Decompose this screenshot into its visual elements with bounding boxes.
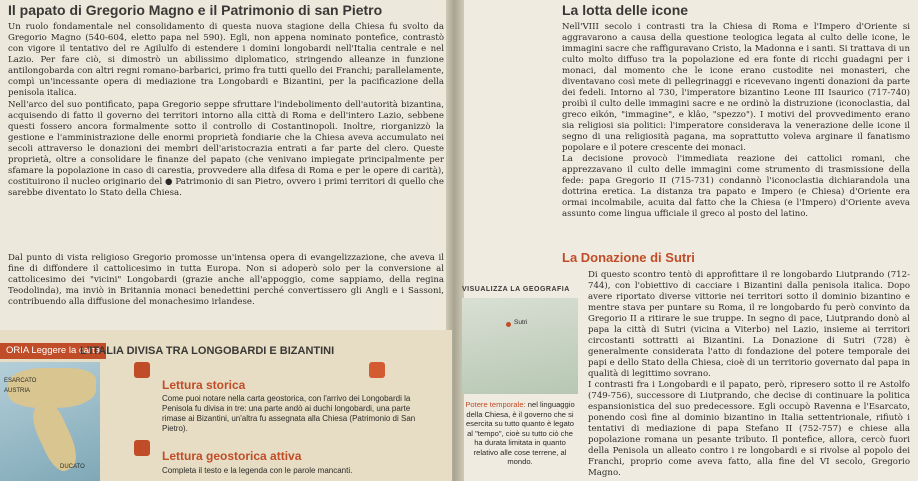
map-label-3: DUCATO <box>60 464 85 470</box>
history-reading-icon <box>134 362 150 378</box>
section-historical-reading-text: Come puoi notare nella carta geostorica, con l'arrivo dei Longobardi la Penisola fu divisa in tre: una parte andò ai duchi longobardi, una parte rimase ai Bizantini, un'altra fu assegnata alla Chiesa (Patrimonio di San Pietro). <box>162 394 416 433</box>
section-historical-reading-title: Lettura storica <box>162 378 246 392</box>
left-page-title: Il papato di Gregorio Magno e il Patrimonio di san Pietro <box>8 2 383 18</box>
left-paragraph-3: Dal punto di vista religioso Gregorio promosse un'intensa opera di evangelizzazione, che aveva il fine di diffondere il cattolicesimo in tutta Europa. Non si adoperò solo per la conversione al cattolicesimo dei "vicini" Longobardi (grazie anche all'appoggio, come sappiamo, della regina Teodolinda), ma inviò in Britannia monaci benedettini perché convertissero gli Angli e i Sassoni, contribuendo alla diffusione del monachesimo irlandese. <box>8 253 444 307</box>
glossary-term: Potere temporale: <box>465 400 526 409</box>
study-box-title: L'ITALIA DIVISA TRA LONGOBARDI E BIZANTINI <box>80 345 335 357</box>
right-page-title: La lotta delle icone <box>562 2 689 18</box>
right-paragraph-2: La decisione provocò l'immediata reazione dei cattolici romani, che apprezzavano il culto delle immagini come strumento di trasmissione della fede: papa Gregorio II (715-731) condannò l'iconoclastia dichiarandola una dottrina eretica. La distanza tra papato e Impero (e Chiesa) d'Oriente era ormai incolmabile, acuita dal fatto che la Chiesa (e l'Impero) d'Oriente aveva assunto come lingua ufficiale il greco al posto del latino. <box>562 154 910 219</box>
map-label-2: AUSTRIA <box>4 388 31 394</box>
italy-map-thumbnail[interactable] <box>0 362 100 481</box>
sutri-locator-map[interactable] <box>462 298 578 394</box>
left-paragraph-2: Nell'arco del suo pontificato, papa Gregorio seppe sfruttare l'indebolimento dell'autorità bizantina, acquisendo di fatto il governo dei territori intorno alla città di Roma e dell'intero Lazio, sebbene questi fossero ancora formalmente sotto il controllo di Costantinopoli. Inoltre, riorganizzò la gestione e l'amministrazione delle enormi proprietà fondiarie che la Chiesa aveva accumulato nei secoli attraverso le donazioni dei membri dell'aristocrazia entrati a far parte del clero. Queste proprietà, oltre a consolidare le finanze del papato (che venivano impiegate principalmente per sfamare la popolazione in caso di carestia, provvedere alla difesa di Roma e per le opere di carità), costituirono il nucleo originario del ● Patrimonio di san Pietro, ovvero i primi territori di quello che sarebbe diventato lo Stato della Chiesa. <box>8 100 444 198</box>
map-label-1: ESARCATO <box>4 378 37 384</box>
section-geo-reading-text: Completa il testo e la legenda con le parole mancanti. <box>162 466 353 475</box>
right-paragraph-4: I contrasti fra i Longobardi e il papato, però, ripresero sotto il re Astolfo (749-756), successore di Liutprando, che decise di continuare la politica espansionistica del suo predecessore. Egli occupò Ravenna e l'Esarcato, ponendo così fine al dominio bizantino in Italia settentrionale, rifiutò i tentativi di mediazione di papa Stefano II (752-757) e chiese alla popolazione romana un pesante tributo. Il pontefice, allora, cercò fuori della Penisola un alleato contro i re longobardi e si rivolse al popolo dei Franchi, proprio come aveva fatto, alla fine del VI secolo, Gregorio Magno. <box>588 380 910 478</box>
geo-box-label: VISUALIZZA LA GEOGRAFIA <box>462 286 570 293</box>
glossary-temporal-power <box>462 400 578 467</box>
glossary-definition: nel linguaggio della Chiesa, è il governo che si esercita su tutto quanto è legato al "tempo", cioè su tutto ciò che ha durata limitata in quanto relativo alle cose terrene, al mondo. <box>465 400 575 466</box>
activity-icon[interactable] <box>369 362 385 378</box>
section-geo-reading-title: Lettura geostorica attiva <box>162 449 302 463</box>
right-paragraph-3: Di questo scontro tentò di approfittare il re longobardo Liutprando (712-744), con l'obiettivo di cacciare i Bizantini dalla penisola italica. Dopo avere riportato diverse vittorie nei territori sotto il dominio bizantino e mentre stava per puntare su Roma, il re longobardo fu però convinto da Gregorio II a ritirare le sue truppe. In segno di pace, Liutprando donò al papa la città di Sutri (vicina a Viterbo) nel Lazio, insieme ai territori circostanti sottratti ai Bizantini. La Donazione di Sutri (728) è generalmente considerata l'atto di fondazione del potere temporale dei papi e dello Stato della Chiesa, cioè di un territorio governato dal papa in qualità di legittimo sovrano. <box>588 270 910 379</box>
geo-reading-icon <box>134 440 150 456</box>
study-box-tag: ORIA Leggere la carta <box>0 343 106 359</box>
right-section-title: La Donazione di Sutri <box>562 250 695 265</box>
sutri-marker <box>506 322 511 327</box>
right-paragraph-1: Nell'VIII secolo i contrasti tra la Chiesa di Roma e l'Impero d'Oriente si aggravarono a causa della questione teologica legata al culto delle icone, le immagini sacre che raffiguravano Cristo, la Madonna e i santi. Si trattava di un culto molto diffuso tra la popolazione ed era fonte di ricchi guadagni per i monaci, dal momento che le icone erano custodite nei monasteri, che diventavano così mete di pellegrinaggi e ricevevano ingenti donazioni da parte dei fedeli. Intorno al 730, l'imperatore bizantino Leone III Isaurico (717-740) proibì il culto delle immagini sacre e ne ordinò la distruzione (iconoclastia, dal greco eikón, "immagine", e klâo, "spezzo"). I motivi del provvedimento erano sia religiosi sia politici: l'imperatore considerava la venerazione delle icone il segno di una religiosità pagana, ma soprattutto voleva arginare il fanatismo popolare e il potere crescente dei monaci. <box>562 22 910 153</box>
left-paragraph-1: Un ruolo fondamentale nel consolidamento di questa nuova stagione della Chiesa fu svolto da Gregorio Magno (540-604, eletto papa nel 590). Egli, non appena nominato pontefice, contrastò con vigore il tentativo del re Agilulfo di estendere i domini longobardi nell'Italia centrale e nel Lazio. Per fare ciò, si dimostrò un abilissimo diplomatico, stringendo alleanze in funzione antilongobarda con altri regni romano-barbarici, primo fra tutti quello dei Franchi; parallelamente, compì un'incessante opera di mediazione tra Longobardi e Bizantini, per la pacificazione della penisola italica. <box>8 22 444 98</box>
sutri-map-label: Sutri <box>514 319 528 326</box>
